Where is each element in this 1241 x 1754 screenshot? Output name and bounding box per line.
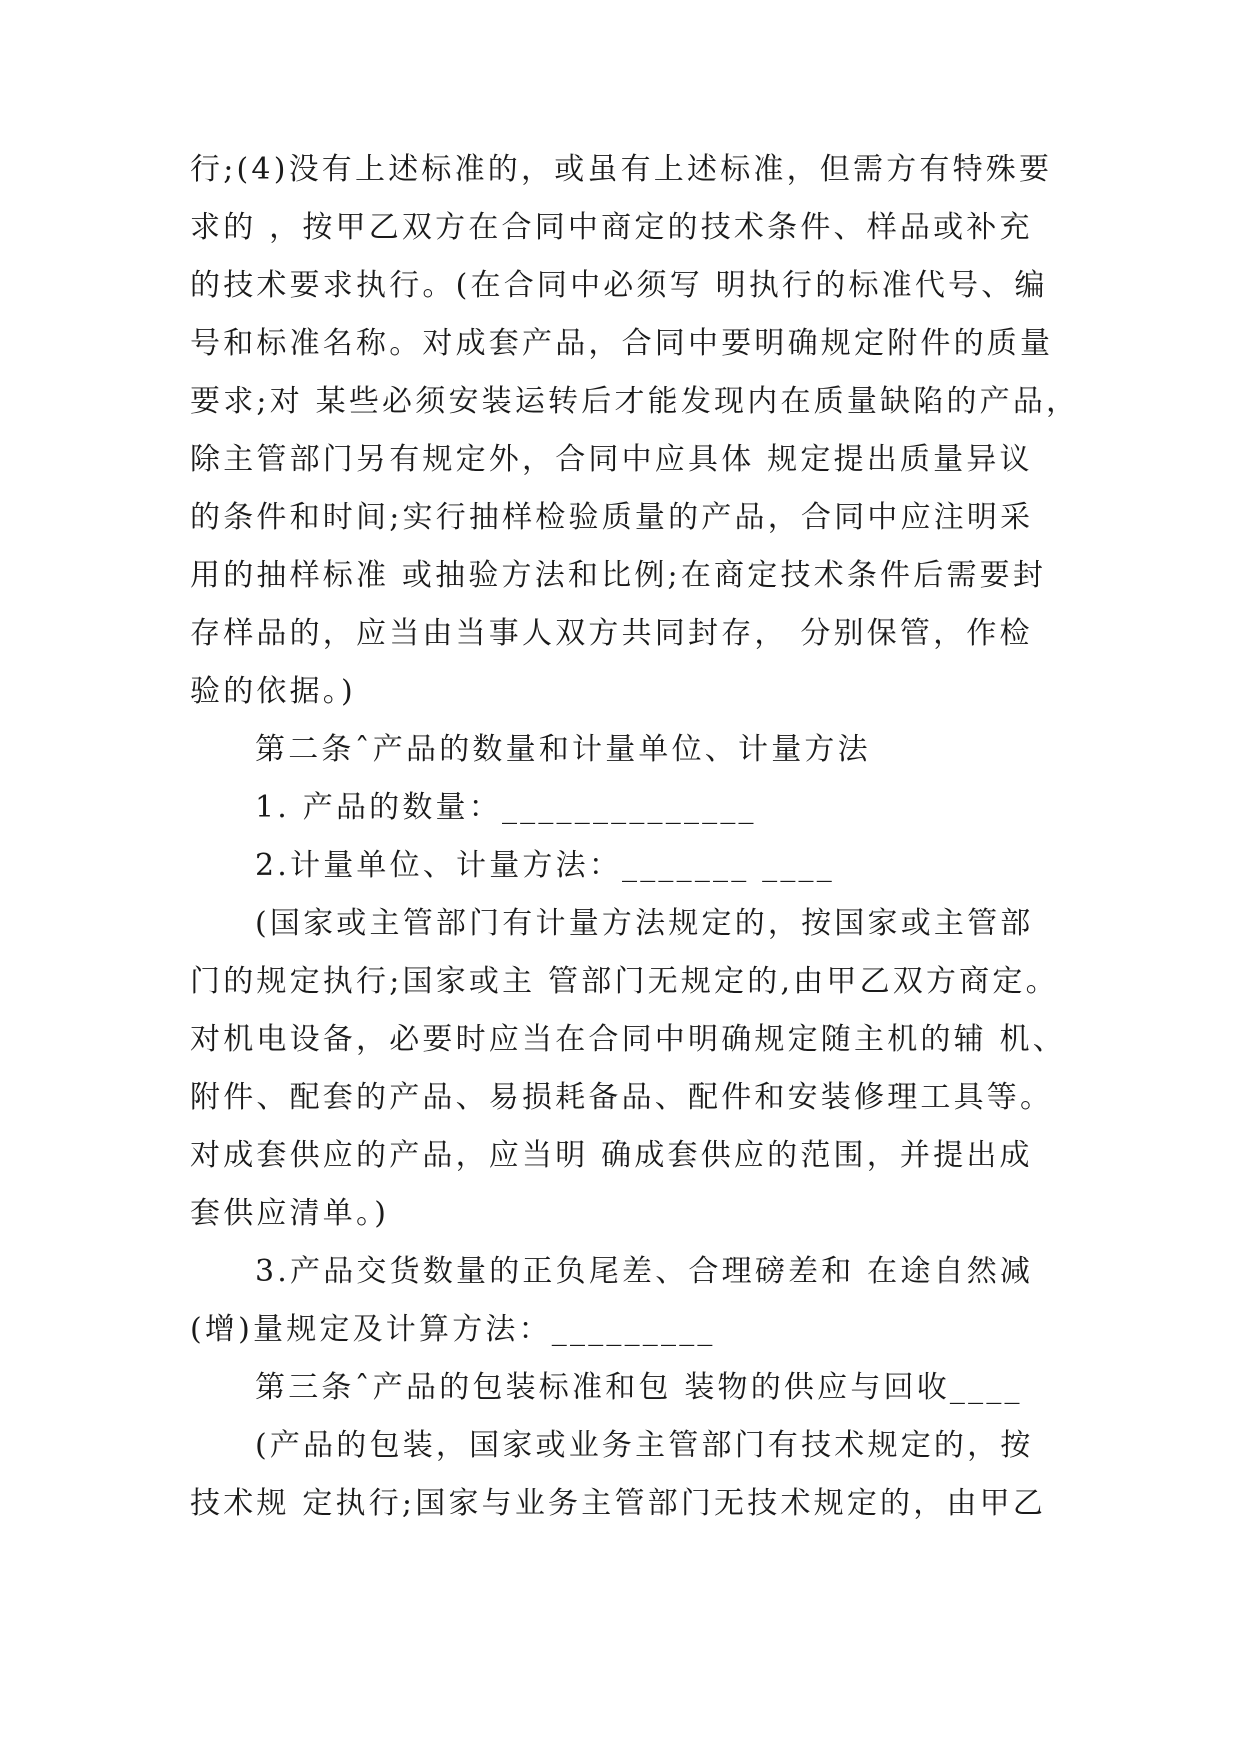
text-line: 求的 ，按甲乙双方在合同中商定的技术条件、样品或补充 xyxy=(190,210,1033,245)
text-line: 验的依据。) xyxy=(190,674,356,709)
text-line: 行;(4)没有上述标准的，或虽有上述标准，但需方有特殊要 xyxy=(190,152,1053,187)
text-line: 2.计量单位、计量方法：_______ ____ xyxy=(255,848,835,883)
text-line: 除主管部门另有规定外，合同中应具体 规定提出质量异议 xyxy=(190,442,1033,477)
text-line: (国家或主管部门有计量方法规定的，按国家或主管部 xyxy=(255,906,1034,941)
section-heading: 第二条ˆ产品的数量和计量单位、计量方法 xyxy=(255,732,871,767)
text-line: 3.产品交货数量的正负尾差、合理磅差和 在途自然减 xyxy=(255,1254,1034,1289)
text-line: 套供应清单。) xyxy=(190,1196,390,1231)
text-line: 号和标准名称。对成套产品，合同中要明确规定附件的质量 xyxy=(190,326,1054,361)
text-line: 的条件和时间;实行抽样检验质量的产品，合同中应注明采 xyxy=(190,500,1034,535)
text-line: 技术规 定执行;国家与业务主管部门无技术规定的，由甲乙 xyxy=(190,1486,1047,1521)
text-line: 的技术要求执行。(在合同中必须写 明执行的标准代号、编 xyxy=(190,268,1048,303)
text-line: 用的抽样标准 或抽验方法和比例;在商定技术条件后需要封 xyxy=(190,558,1047,593)
text-line: 门的规定执行;国家或主 管部门无规定的,由甲乙双方商定。 xyxy=(190,964,1059,999)
text-line: 附件、配套的产品、易损耗备品、配件和安装修理工具等。 xyxy=(190,1080,1054,1115)
section-heading: 第三条ˆ产品的包装标准和包 装物的供应与回收____ xyxy=(255,1370,1023,1405)
text-line: 对成套供应的产品，应当明 确成套供应的范围，并提出成 xyxy=(190,1138,1033,1173)
text-line: (增)量规定及计算方法：_________ xyxy=(190,1312,716,1347)
text-line: 对机电设备，必要时应当在合同中明确规定随主机的辅 机、 xyxy=(190,1022,1066,1057)
text-line: 存样品的，应当由当事人双方共同封存， 分别保管，作检 xyxy=(190,616,1033,651)
text-line: 1. 产品的数量：______________ xyxy=(255,790,757,825)
text-line: 要求;对 某些必须安装运转后才能发现内在质量缺陷的产品， xyxy=(190,384,1080,419)
text-line: (产品的包装，国家或业务主管部门有技术规定的，按 xyxy=(255,1428,1034,1463)
